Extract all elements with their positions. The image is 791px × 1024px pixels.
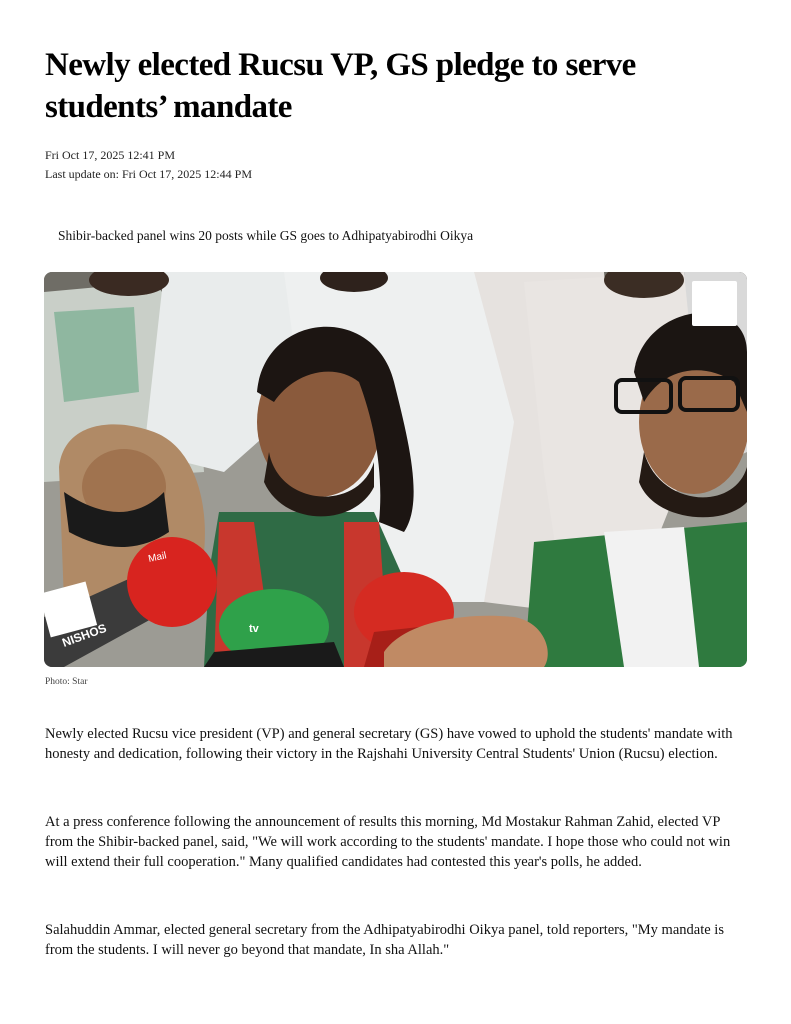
photo-badge — [692, 281, 737, 326]
mic-label-3: tv — [249, 623, 259, 635]
published-date: Fri Oct 17, 2025 12:41 PM — [45, 148, 176, 162]
article-paragraph: Newly elected Rucsu vice president (VP) and general secretary (GS) have vowed to uphold the students' mandate with honesty and dedication, following their victory in the Rajshahi University Central Students' Union (Rucsu) election. — [45, 726, 733, 762]
photo-caption: Photo: Star — [45, 677, 88, 687]
article-paragraph: At a press conference following the announcement of results this morning, Md Mostakur Rahman Zahid, elected VP from the Shibir-backed panel, said, "We will work according to the students' mandate. I hope those who could not win will extend their full cooperation." Many qualified candidates had contested this year's polls, he added. — [45, 814, 731, 870]
updated-date: Last update on: Fri Oct 17, 2025 12:44 PM — [45, 167, 252, 181]
article-headline: Newly elected Rucsu VP, GS pledge to serve students’ mandate — [45, 47, 636, 125]
mic-label-2: Mail — [147, 550, 168, 565]
article-paragraph: Salahuddin Ammar, elected general secretary from the Adhipatyabirodhi Oikya panel, told reporters, "My mandate is from the students. I will never go beyond that mandate, In sha Allah." — [45, 922, 724, 958]
mic-label-1: NISHOS — [60, 620, 109, 650]
article-photo — [44, 272, 747, 667]
article-subheadline: Shibir-backed panel wins 20 posts while GS goes to Adhipatyabirodhi Oikya — [58, 228, 474, 243]
photo-illustration — [44, 272, 747, 667]
